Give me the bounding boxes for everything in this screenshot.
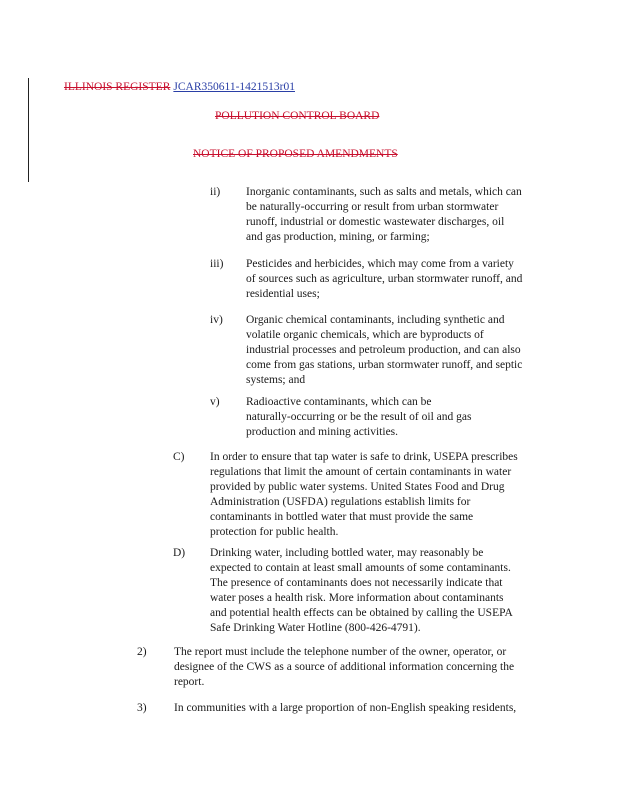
item-line: Pesticides and herbicides, which may come from a variety — [246, 258, 514, 270]
item-line: designee of the CWS as a source of additional information concerning the — [174, 661, 515, 673]
item-line: of sources such as agriculture, urban stormwater runoff, and — [246, 273, 523, 285]
item-line: Drinking water, including bottled water, may reasonably be — [210, 547, 484, 559]
item-line: and gas production, mining, or farming; — [246, 231, 430, 243]
item-line: expected to contain at least small amounts of some contaminants. — [210, 562, 511, 574]
item-line: systems; and — [246, 374, 306, 386]
item-line: Inorganic contaminants, such as salts and metals, which can — [246, 186, 522, 198]
revision-bar — [28, 78, 29, 182]
item-line: regulations that limit the amount of certain contaminants in water — [210, 466, 512, 478]
item-line: naturally-occurring or be the result of oil and gas — [246, 411, 472, 423]
item-line: report. — [174, 676, 205, 688]
agency-title: POLLUTION CONTROL BOARD — [215, 110, 380, 122]
item-label: 2) — [137, 646, 147, 658]
register-id-link[interactable]: JCAR350611-1421513r01 — [173, 81, 295, 93]
item-label: D) — [173, 547, 186, 559]
register-header — [64, 80, 295, 94]
item-label: v) — [210, 396, 220, 408]
item-line: industrial processes and petroleum production, and can also — [246, 344, 521, 356]
item-line: be naturally-occurring or result from urban stormwater — [246, 201, 499, 213]
item-line: and potential health effects can be obtained by calling the USEPA — [210, 607, 513, 619]
notice-title: NOTICE OF PROPOSED AMENDMENTS — [193, 148, 398, 160]
item-line: production and mining activities. — [246, 426, 399, 438]
item-line: Safe Drinking Water Hotline (800-426-4791). — [210, 622, 421, 634]
item-line: Organic chemical contaminants, including synthetic and — [246, 314, 505, 326]
item-line: volatile organic chemicals, which are byproducts of — [246, 329, 484, 341]
item-line: The presence of contaminants does not necessarily indicate that — [210, 577, 503, 589]
item-line: Radioactive contaminants, which can be — [246, 396, 432, 408]
item-label: ii) — [210, 186, 221, 198]
item-line: Administration (USFDA) regulations establish limits for — [210, 496, 471, 508]
item-line: The report must include the telephone number of the owner, operator, or — [174, 646, 507, 658]
item-line: residential uses; — [246, 288, 320, 300]
item-line: protection for public health. — [210, 526, 339, 538]
item-line: In communities with a large proportion of non-English speaking residents, — [174, 702, 517, 714]
register-label: ILLINOIS REGISTER — [64, 81, 171, 93]
item-line: provided by public water systems. United States Food and Drug — [210, 481, 505, 493]
item-line: contaminants in bottled water that must provide the same — [210, 511, 474, 523]
item-label: 3) — [137, 702, 147, 714]
item-line: runoff, industrial or domestic wastewater discharges, oil — [246, 216, 505, 228]
item-line: In order to ensure that tap water is safe to drink, USEPA prescribes — [210, 451, 518, 463]
item-label: iii) — [210, 258, 224, 270]
item-label: iv) — [210, 314, 223, 326]
item-label: C) — [173, 451, 185, 463]
item-line: water poses a health risk. More information about contaminants — [210, 592, 504, 604]
item-line: come from gas stations, urban stormwater runoff, and septic — [246, 359, 523, 371]
